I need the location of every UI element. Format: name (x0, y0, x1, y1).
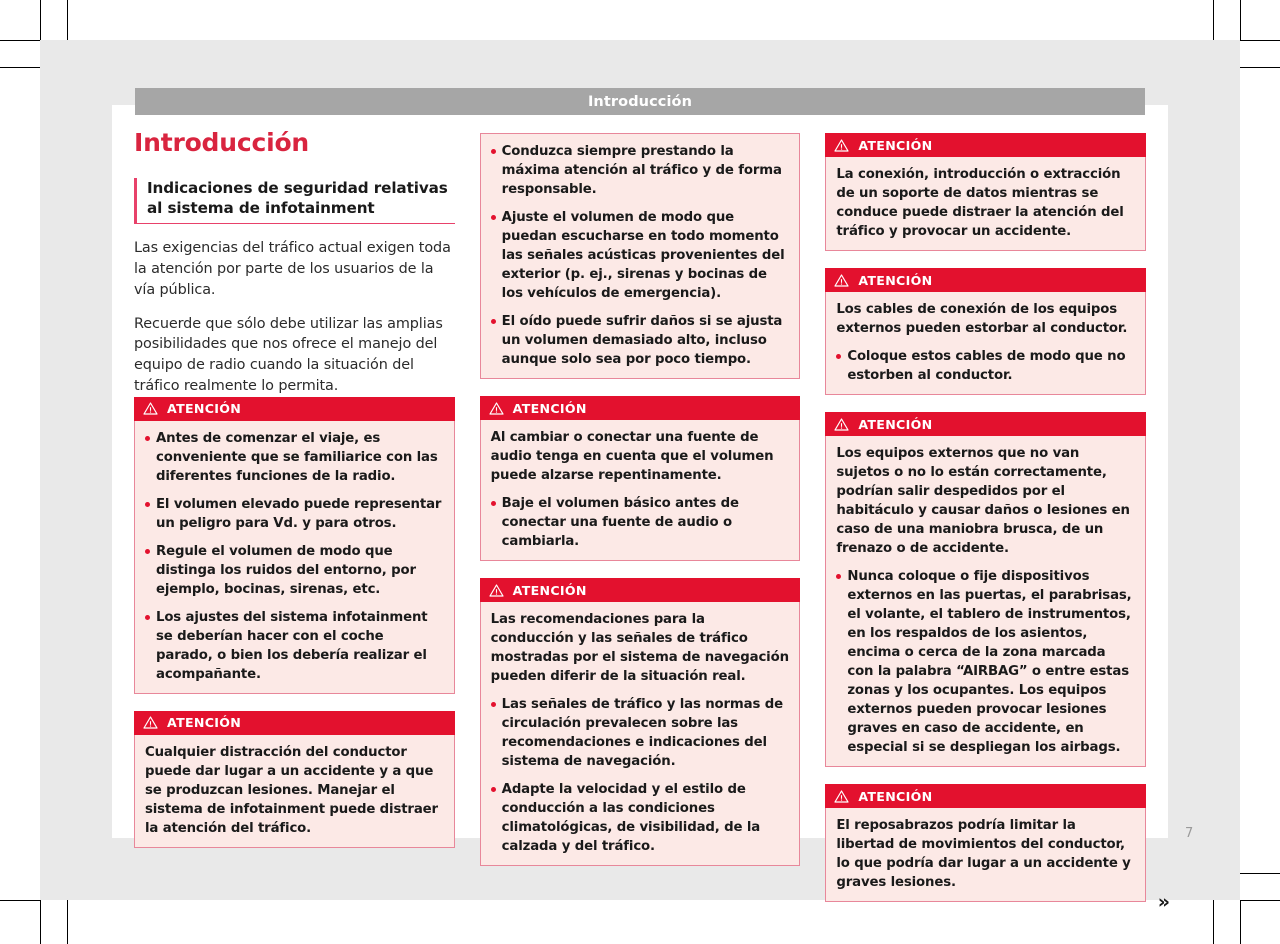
crop-mark-top-left-vertical-inner (67, 0, 68, 40)
warning-box (480, 396, 801, 561)
crop-mark-top-right-horizontal-inner (1240, 67, 1280, 68)
warning-bullet-item: El volumen elevado puede representar un peligro para Vd. y para otros. (145, 495, 444, 533)
warning-bullet-item: Los ajustes del sistema infotainment se deberían hacer con el coche parado, o bien los debería realizar el acompañante. (145, 608, 444, 684)
warning-bullet-item: Coloque estos cables de modo que no estorben al conductor. (836, 347, 1135, 385)
warning-box-header (480, 396, 801, 420)
warning-triangle-icon (834, 790, 849, 803)
warning-bullet-item: Regule el volumen de modo que distinga los ruidos del entorno, por ejemplo, bocinas, sirenas, etc. (145, 542, 444, 599)
warning-box-label: ATENCIÓN (512, 400, 587, 416)
warning-box-header (825, 268, 1146, 292)
warning-bullet-item: Conduzca siempre prestando la máxima atención al tráfico y de forma responsable. (491, 142, 790, 199)
warning-box-body (826, 292, 1145, 394)
warning-box-header (825, 133, 1146, 157)
warning-box (825, 133, 1146, 251)
warning-box-body (481, 602, 800, 865)
column-left (134, 128, 455, 919)
warning-triangle-icon (489, 584, 504, 597)
warning-paragraph: Los cables de conexión de los equipos externos pueden estorbar al conductor. (836, 302, 1128, 336)
warning-box-header (134, 711, 455, 735)
column-right (825, 128, 1171, 919)
warning-bullet-item: Ajuste el volumen de modo que puedan escucharse en todo momento las señales acústicas provenientes del exterior (p. ej., sirenas y bocinas de los vehículos de emergencia). (491, 208, 790, 303)
warning-bullet-item: Nunca coloque o fije dispositivos externos en las puertas, el parabrisas, el volante, el tablero de instrumentos, en los respaldos de los asientos, encima o cerca de la zona marcada con la palabra “AIRBAG” o entre estas zonas y los ocupantes. Los equipos externos pueden provocar lesiones graves en caso de accidente, en especial si se despliegan los airbags. (836, 567, 1135, 757)
warning-box-body (135, 421, 454, 693)
chapter-title: Introducción (134, 128, 310, 157)
warning-box (134, 711, 455, 848)
crop-mark-top-left-horizontal (0, 40, 40, 41)
warning-paragraph: Los equipos externos que no van sujetos o no lo están correctamente, podrían salir despedidos por el habitáculo y causar daños o lesiones en caso de una maniobra brusca, de un frenazo o de accidente. (836, 446, 1130, 556)
warning-box-list-right (825, 133, 1146, 902)
crop-mark-bottom-left-horizontal (0, 900, 40, 901)
crop-mark-top-right-horizontal (1240, 40, 1280, 41)
crop-mark-bottom-right-horizontal (1240, 900, 1280, 901)
body-paragraph: Recuerde que sólo debe utilizar las amplias posibilidades que nos ofrece el manejo del equipo de radio cuando la situación del tráfico realmente lo permita. (134, 315, 443, 394)
warning-bullet-item: Antes de comenzar el viaje, es conveniente que se familiarice con las diferentes funciones de la radio. (145, 429, 444, 486)
warning-box-label: ATENCIÓN (858, 416, 933, 432)
running-head (135, 88, 1145, 115)
warning-box-list-left (134, 397, 455, 848)
warning-triangle-icon (834, 139, 849, 152)
warning-triangle-icon (834, 418, 849, 431)
body-paragraph: Las exigencias del tráfico actual exigen toda la atención por parte de los usuarios de la vía pública. (134, 240, 451, 298)
warning-box-body (481, 420, 800, 560)
warning-box-list-middle (480, 133, 801, 866)
warning-box-label: ATENCIÓN (512, 582, 587, 598)
warning-bullet-item: Las señales de tráfico y las normas de circulación prevalecen sobre las recomendaciones e indicaciones del sistema de navegación. (491, 695, 790, 771)
page-number: 7 (1185, 826, 1194, 841)
warning-box (480, 578, 801, 866)
warning-box (134, 397, 455, 694)
warning-triangle-icon (489, 402, 504, 415)
warning-box-header (825, 784, 1146, 808)
warning-triangle-icon (143, 402, 158, 415)
warning-triangle-icon (834, 274, 849, 287)
warning-box-header (825, 412, 1146, 436)
crop-mark-top-left-horizontal-inner (0, 67, 40, 68)
crop-mark-bottom-right-vertical-inner (1213, 900, 1214, 944)
warning-paragraph: La conexión, introducción o extracción de un soporte de datos mientras se conduce puede distraer la atención del tráfico y provocar un accidente. (836, 167, 1124, 239)
running-head-title: Introducción (587, 93, 693, 110)
warning-box (480, 133, 801, 379)
warning-paragraph: Al cambiar o conectar una fuente de audio tenga en cuenta que el volumen puede alzarse repentinamente. (490, 430, 774, 483)
warning-triangle-icon (143, 716, 158, 729)
warning-box-label: ATENCIÓN (858, 137, 933, 153)
warning-bullet-item: El oído puede sufrir daños si se ajusta un volumen demasiado alto, incluso aunque solo sea por poco tiempo. (491, 312, 790, 369)
warning-box-body (826, 808, 1145, 901)
warning-box (825, 268, 1146, 395)
warning-bullet-item: Adapte la velocidad y el estilo de conducción a las condiciones climatológicas, de visibilidad, de la calzada y del tráfico. (491, 780, 790, 856)
page-columns (134, 128, 1171, 919)
warning-box-label: ATENCIÓN (858, 788, 933, 804)
warning-box-body (826, 157, 1145, 250)
warning-box-body (481, 134, 800, 378)
crop-mark-bottom-left-vertical-inner (67, 900, 68, 944)
crop-mark-top-right-vertical (1240, 0, 1241, 40)
warning-paragraph: Las recomendaciones para la conducción y las señales de tráfico mostradas por el sistema de navegación pueden diferir de la situación real. (490, 612, 789, 684)
warning-box-label: ATENCIÓN (858, 272, 933, 288)
section-heading (134, 178, 455, 224)
crop-mark-bottom-left-vertical (40, 900, 41, 944)
warning-paragraph: El reposabrazos podría limitar la libertad de movimientos del conductor, lo que podría dar lugar a un accidente y graves lesiones. (836, 818, 1131, 890)
section-title: Indicaciones de seguridad relativas al sistema de infotainment (147, 179, 448, 218)
warning-box-body (826, 436, 1145, 766)
warning-box-header (480, 578, 801, 602)
warning-box (825, 784, 1146, 902)
warning-bullet-item: Baje el volumen básico antes de conectar una fuente de audio o cambiarla. (491, 494, 790, 551)
crop-mark-top-left-vertical (40, 0, 41, 40)
intro-paragraphs (134, 238, 455, 396)
warning-paragraph: Cualquier distracción del conductor puede dar lugar a un accidente y a que se produzcan lesiones. Manejar el sistema de infotainment puede distraer la atención del tráfico. (145, 744, 438, 836)
column-middle (480, 128, 801, 919)
warning-box-body (135, 735, 454, 847)
crop-mark-bottom-right-horizontal-inner (1240, 873, 1280, 874)
crop-mark-bottom-right-vertical (1240, 900, 1241, 944)
warning-box-header (134, 397, 455, 421)
warning-box-label: ATENCIÓN (167, 715, 242, 731)
warning-box (825, 412, 1146, 767)
crop-mark-top-right-vertical-inner (1213, 0, 1214, 40)
double-chevron-right-icon: » (1157, 891, 1171, 913)
warning-box-label: ATENCIÓN (167, 401, 242, 417)
